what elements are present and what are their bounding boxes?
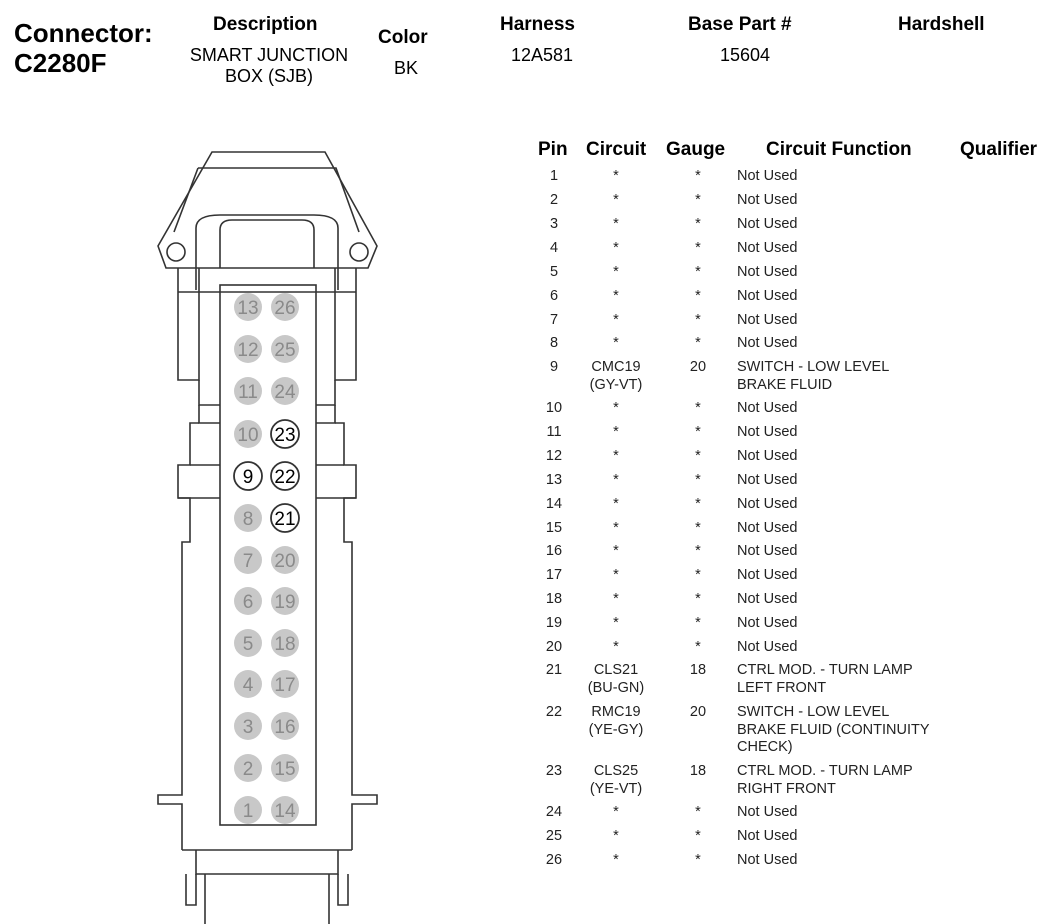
- qualifier-column-header: Qualifier: [960, 139, 1038, 160]
- gauge-cell: *: [695, 852, 701, 868]
- pin-number: 1: [549, 168, 559, 184]
- circuit-line: *: [613, 448, 619, 464]
- circuit-function-cell: [737, 288, 967, 306]
- circuit-line: *: [613, 216, 619, 232]
- pin-number: 7: [549, 312, 559, 328]
- circuit-function-cell: [737, 472, 967, 490]
- function-line: Not Used: [737, 567, 798, 583]
- circuit-cell: [576, 591, 656, 609]
- pin-label: 15: [274, 759, 296, 780]
- pin-label: 13: [237, 298, 259, 319]
- gauge-cell: *: [695, 400, 701, 416]
- circuit-line: *: [613, 804, 619, 820]
- circuit-cell: [576, 852, 656, 870]
- pin-label: 11: [238, 382, 258, 403]
- circuit-line: *: [613, 852, 619, 868]
- pin-number: 24: [545, 804, 563, 820]
- pin-number: 22: [545, 704, 563, 720]
- function-line: RIGHT FRONT: [737, 780, 836, 797]
- pin-label: 7: [242, 551, 254, 572]
- circuit-cell: [576, 168, 656, 186]
- pin-number: 19: [545, 615, 563, 631]
- description-line1: SMART JUNCTION: [189, 45, 349, 65]
- function-line: Not Used: [737, 496, 798, 512]
- function-line: Not Used: [737, 639, 798, 655]
- pin-number: 11: [546, 424, 562, 440]
- gauge-cell: *: [695, 639, 701, 655]
- pin-label: 6: [242, 592, 254, 613]
- pin-label: 9: [242, 467, 254, 488]
- pin-number: 13: [545, 472, 563, 488]
- gauge-cell: *: [695, 335, 701, 351]
- circuit-line: *: [613, 240, 619, 256]
- pin-number: 21: [545, 662, 563, 678]
- pin-1: [234, 796, 262, 824]
- circuit-function-cell: [737, 520, 967, 538]
- gauge-cell: *: [695, 312, 701, 328]
- pin-label: 21: [274, 509, 296, 530]
- function-line: SWITCH - LOW LEVEL: [737, 359, 890, 375]
- gauge-cell: *: [695, 216, 701, 232]
- pin-number: 14: [545, 496, 563, 512]
- base-part-value: 15604: [719, 45, 771, 65]
- circuit-cell: [576, 704, 656, 739]
- pin-label: 19: [274, 592, 296, 613]
- circuit-function-cell: [737, 496, 967, 514]
- circuit-function-cell: [737, 615, 967, 633]
- circuit-line: (YE-VT): [589, 780, 643, 797]
- circuit-line: *: [613, 828, 619, 844]
- circuit-function-cell: [737, 704, 967, 757]
- function-line: Not Used: [737, 448, 798, 464]
- circuit-cell: [576, 216, 656, 234]
- gauge-cell: 20: [689, 704, 707, 720]
- harness-label: Harness: [500, 14, 575, 35]
- circuit-line: *: [613, 472, 619, 488]
- circuit-function-cell: [737, 240, 967, 258]
- color-value: BK: [393, 58, 418, 78]
- function-line: Not Used: [737, 240, 798, 256]
- circuit-function-cell: [737, 852, 967, 870]
- circuit-function-cell: [737, 335, 967, 353]
- circuit-column-header: Circuit: [586, 139, 647, 160]
- gauge-cell: *: [695, 496, 701, 512]
- hardshell-label: Hardshell: [898, 14, 985, 35]
- pin-14: [271, 796, 299, 824]
- pin-23: [271, 420, 299, 448]
- circuit-line: *: [613, 543, 619, 559]
- function-line: Not Used: [737, 264, 798, 280]
- pin-26: [271, 293, 299, 321]
- pin-label: 5: [242, 634, 254, 655]
- circuit-cell: [576, 615, 656, 633]
- pin-20: [271, 546, 299, 574]
- pin-label: 22: [274, 467, 296, 488]
- circuit-function-cell: [737, 804, 967, 822]
- pin-7: [234, 546, 262, 574]
- pin-number: 6: [549, 288, 559, 304]
- pin-number: 2: [549, 192, 559, 208]
- gauge-column-header: Gauge: [666, 139, 726, 160]
- circuit-cell: [576, 335, 656, 353]
- pin-8: [234, 504, 262, 532]
- harness-value: 12A581: [510, 45, 574, 65]
- circuit-cell: [576, 448, 656, 466]
- circuit-cell: [576, 192, 656, 210]
- pin-label: 23: [274, 425, 296, 446]
- circuit-function-cell: [737, 264, 967, 282]
- circuit-function-cell: [737, 543, 967, 561]
- circuit-cell: [576, 543, 656, 561]
- function-line: LEFT FRONT: [737, 679, 827, 696]
- circuit-function-cell: [737, 567, 967, 585]
- gauge-cell: *: [695, 615, 701, 631]
- pin-number: 17: [545, 567, 563, 583]
- pin-label: 4: [242, 675, 254, 696]
- circuit-line: *: [613, 168, 619, 184]
- pin-10: [234, 420, 262, 448]
- circuit-line: CMC19: [591, 359, 641, 375]
- function-line: Not Used: [737, 312, 798, 328]
- pin-label: 8: [242, 509, 254, 530]
- circuit-function-cell: [737, 448, 967, 466]
- function-line: SWITCH - LOW LEVEL: [737, 704, 890, 720]
- pin-3: [234, 712, 262, 740]
- circuit-line: CLS25: [593, 763, 639, 779]
- circuit-cell: [576, 520, 656, 538]
- circuit-cell: [576, 400, 656, 418]
- description-label: Description: [213, 14, 318, 35]
- circuit-cell: [576, 496, 656, 514]
- pin-label: 1: [242, 801, 254, 822]
- circuit-line: *: [613, 520, 619, 536]
- function-line: Not Used: [737, 804, 798, 820]
- pin-label: 18: [274, 634, 296, 655]
- pin-number: 10: [545, 400, 563, 416]
- function-line: Not Used: [737, 520, 798, 536]
- function-line: Not Used: [737, 216, 798, 232]
- circuit-function-cell: [737, 662, 967, 697]
- pin-label: 26: [274, 298, 296, 319]
- circuit-line: *: [613, 639, 619, 655]
- gauge-cell: *: [695, 264, 701, 280]
- pin-label: 20: [274, 551, 296, 572]
- pin-number: 25: [545, 828, 563, 844]
- circuit-function-cell: [737, 763, 967, 798]
- pin-17: [271, 670, 299, 698]
- circuit-cell: [576, 828, 656, 846]
- circuit-function-cell: [737, 591, 967, 609]
- gauge-cell: *: [695, 591, 701, 607]
- pin-25: [271, 335, 299, 363]
- pin-number: 4: [549, 240, 559, 256]
- gauge-cell: *: [695, 472, 701, 488]
- circuit-line: *: [613, 335, 619, 351]
- pin-number: 16: [545, 543, 563, 559]
- function-line: Not Used: [737, 472, 798, 488]
- circuit-cell: [576, 240, 656, 258]
- pin-9: [234, 462, 262, 490]
- pin-21: [271, 504, 299, 532]
- circuit-cell: [576, 264, 656, 282]
- pin-19: [271, 587, 299, 615]
- circuit-cell: [576, 288, 656, 306]
- gauge-cell: *: [695, 288, 701, 304]
- pin-layer: [234, 293, 299, 824]
- pin-label: 24: [274, 382, 296, 403]
- color-label: Color: [378, 27, 428, 48]
- base-part-label: Base Part #: [688, 14, 792, 35]
- gauge-cell: *: [695, 192, 701, 208]
- circuit-function-cell: [737, 312, 967, 330]
- function-line: BRAKE FLUID (CONTINUITY: [737, 721, 930, 738]
- connector-id: C2280F: [14, 48, 107, 78]
- circuit-function-cell: [737, 639, 967, 657]
- function-line: CTRL MOD. - TURN LAMP: [737, 662, 913, 678]
- pin-label: 12: [237, 340, 259, 361]
- pin-number: 26: [545, 852, 563, 868]
- circuit-cell: [576, 662, 656, 697]
- pin-number: 9: [549, 359, 559, 375]
- circuit-function-cell: [737, 192, 967, 210]
- function-line: Not Used: [737, 168, 798, 184]
- gauge-cell: *: [695, 424, 701, 440]
- pin-label: 2: [242, 759, 254, 780]
- function-line: Not Used: [737, 543, 798, 559]
- circuit-cell: [576, 312, 656, 330]
- circuit-line: *: [613, 496, 619, 512]
- circuit-line: *: [613, 192, 619, 208]
- function-column-header: Circuit Function: [766, 139, 912, 160]
- circuit-line: CLS21: [593, 662, 639, 678]
- pin-13: [234, 293, 262, 321]
- pin-label: 14: [274, 801, 296, 822]
- circuit-cell: [576, 424, 656, 442]
- circuit-line: (BU-GN): [587, 679, 645, 696]
- gauge-cell: *: [695, 543, 701, 559]
- circuit-function-cell: [737, 168, 967, 186]
- pin-16: [271, 712, 299, 740]
- gauge-cell: *: [695, 448, 701, 464]
- gauge-cell: *: [695, 567, 701, 583]
- pin-column-header: Pin: [538, 139, 568, 160]
- circuit-cell: [576, 804, 656, 822]
- pin-22: [271, 462, 299, 490]
- circuit-function-cell: [737, 216, 967, 234]
- circuit-cell: [576, 567, 656, 585]
- gauge-cell: *: [695, 520, 701, 536]
- pin-label: 25: [274, 340, 296, 361]
- pin-number: 3: [549, 216, 559, 232]
- gauge-cell: 20: [689, 359, 707, 375]
- pin-number: 12: [545, 448, 563, 464]
- pin-number: 20: [545, 639, 563, 655]
- circuit-cell: [576, 763, 656, 798]
- circuit-cell: [576, 639, 656, 657]
- connector-label: Connector:: [14, 18, 153, 48]
- circuit-line: *: [613, 615, 619, 631]
- circuit-function-cell: [737, 359, 967, 394]
- circuit-line: *: [613, 312, 619, 328]
- description-line2: BOX (SJB): [224, 66, 313, 86]
- pin-number: 18: [545, 591, 563, 607]
- pin-24: [271, 377, 299, 405]
- function-line: Not Used: [737, 335, 798, 351]
- circuit-line: *: [613, 400, 619, 416]
- function-line: Not Used: [737, 615, 798, 631]
- function-line: Not Used: [737, 424, 798, 440]
- function-line: Not Used: [737, 828, 798, 844]
- pin-5: [234, 629, 262, 657]
- function-line: Not Used: [737, 852, 798, 868]
- pin-label: 17: [274, 675, 296, 696]
- gauge-cell: 18: [689, 662, 707, 678]
- pin-label: 3: [242, 717, 254, 738]
- function-line: Not Used: [737, 400, 798, 416]
- circuit-line: (GY-VT): [589, 376, 643, 393]
- connector-housing-outline: [158, 152, 377, 924]
- pin-number: 5: [549, 264, 559, 280]
- circuit-function-cell: [737, 828, 967, 846]
- gauge-cell: *: [695, 804, 701, 820]
- pin-number: 23: [545, 763, 563, 779]
- circuit-line: *: [613, 567, 619, 583]
- pin-18: [271, 629, 299, 657]
- circuit-line: *: [613, 424, 619, 440]
- function-line: Not Used: [737, 591, 798, 607]
- gauge-cell: *: [695, 240, 701, 256]
- function-line: CHECK): [737, 739, 793, 755]
- function-line: Not Used: [737, 192, 798, 208]
- function-line: BRAKE FLUID: [737, 376, 833, 393]
- pin-label: 10: [237, 425, 259, 446]
- pin-15: [271, 754, 299, 782]
- circuit-line: RMC19: [591, 704, 641, 720]
- circuit-line: *: [613, 288, 619, 304]
- circuit-line: *: [613, 264, 619, 280]
- circuit-line: (YE-GY): [588, 721, 644, 738]
- circuit-function-cell: [737, 424, 967, 442]
- pin-12: [234, 335, 262, 363]
- pin-11: [234, 377, 262, 405]
- function-line: Not Used: [737, 288, 798, 304]
- pin-4: [234, 670, 262, 698]
- gauge-cell: *: [695, 168, 701, 184]
- gauge-cell: 18: [689, 763, 707, 779]
- circuit-line: *: [613, 591, 619, 607]
- gauge-cell: *: [695, 828, 701, 844]
- pin-6: [234, 587, 262, 615]
- pin-label: 16: [274, 717, 296, 738]
- circuit-cell: [576, 472, 656, 490]
- circuit-cell: [576, 359, 656, 394]
- pin-2: [234, 754, 262, 782]
- function-line: CTRL MOD. - TURN LAMP: [737, 763, 913, 779]
- pin-number: 15: [545, 520, 563, 536]
- circuit-function-cell: [737, 400, 967, 418]
- pin-number: 8: [549, 335, 559, 351]
